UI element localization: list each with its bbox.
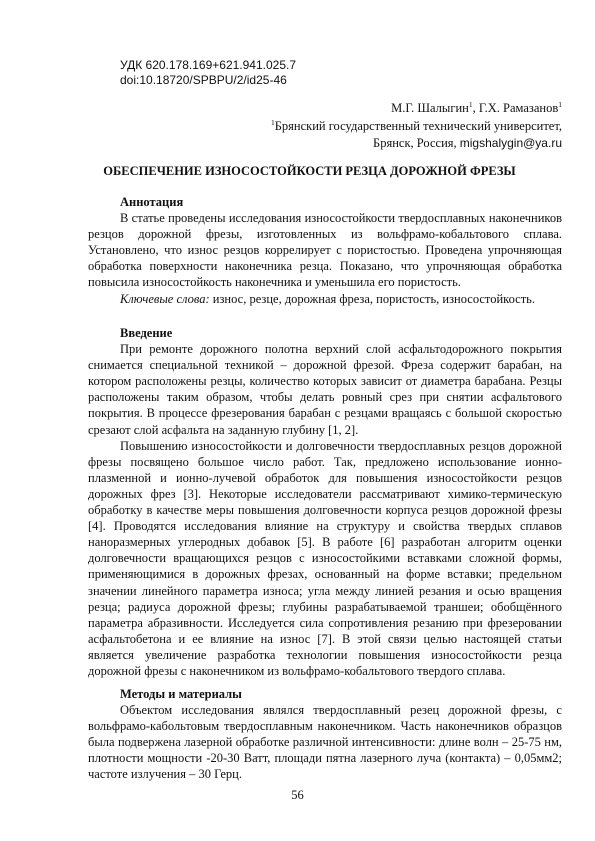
affiliation-line-2 bbox=[373, 135, 562, 151]
affiliation-line-1 bbox=[271, 118, 562, 134]
methods-heading: Методы и материалы bbox=[120, 687, 242, 701]
keywords-line bbox=[88, 291, 562, 307]
author-sup-1: 1 bbox=[468, 100, 473, 109]
affiliation-text-1: Брянский государственный технический университет, bbox=[274, 119, 562, 133]
affiliation-sup: 1 bbox=[271, 118, 275, 127]
author-names: М.Г. Шалыгин bbox=[391, 101, 469, 115]
authors bbox=[391, 100, 562, 116]
abstract-section bbox=[88, 194, 562, 307]
author-email[interactable]: migshalygin@ya.ru bbox=[459, 136, 562, 150]
page-number: 56 bbox=[291, 788, 304, 802]
intro-paragraph-2: Повышению износостойкости и долговечности твердосплавных резцов дорожной фрезы посвящено большое число работ. Так, предложено использование ионно-плазменной и ионно-лучевой обработок для повышения износостойкости резцов дорожных фрез [3]. Некоторые исследователи рассматривают химико-термическую обработку в качестве меры повышения долговечности корпуса резцов дорожной фрезы [4]. Проводятся исследования влияние на структуру и свойства твердых сплавов наноразмерных углеродных добавок [5]. В работе [6] разработан алгоритм оценки долговечности вращающихся резцов с износостойкими вставками сложной формы, применяющимися в дорожных фрезах, основанный на форме вставки; предельном значении линейного параметра износа; угла между линией резания и осью вращения резца; радиуса дорожной фрезы; глубины разрабатываемой траншеи; обобщённого параметра абразивности. Исследуется сила сопротивления резанию при фрезеровании асфальтобетона и ее влияние на износ [7]. В этой связи целью настоящей статьи является увеличение разработка технологии повышения износостойкости резца дорожной фрезы с наконечником из вольфрамо-кобальтового твердого сплава. bbox=[88, 438, 562, 678]
keywords-text: износ, резце, дорожная фреза, пористость, износостойкость. bbox=[209, 291, 536, 306]
methods-section bbox=[88, 686, 562, 783]
doi: doi:10.18720/SPBPU/2/id25-46 bbox=[120, 73, 287, 87]
author-sup-2: 1 bbox=[558, 100, 562, 109]
abstract-text: В статье проведены исследования износостойкости твердосплавных наконечников резцов дорожной фрезы, изготовленных из вольфрамо-кобальтового сплава. Установлено, что износ резцов коррелирует с пористостью. Проведена упрочняющая обработка поверхности наконечника резца. Показано, что упрочняющая обработка повысила износостойкость наконечника и уменьшила его пористость. bbox=[88, 211, 562, 290]
udk-code: УДК 620.178.169+621.941.025.7 bbox=[120, 58, 297, 72]
intro-paragraph-1: При ремонте дорожного полотна верхний слой асфальтодорожного покрытия снимается специальной техникой – дорожной фрезой. Фреза содержит барабан, на котором расположены резцы, количество которых зависит от диаметра барабана. Резцы расположены таким образом, чтобы делать ровный срез при снятии асфальтового покрытия. В процессе фрезерования барабан с резцами вращаясь с большой скоростью срезают слой асфальта на заданную глубину [1, 2]. bbox=[88, 342, 562, 437]
intro-section bbox=[88, 325, 562, 679]
author-names-2: , Г.Х. Рамазанов bbox=[472, 101, 559, 115]
affiliation-text-2: Брянск, Россия, bbox=[373, 136, 460, 150]
keywords-label: Ключевые слова: bbox=[120, 291, 210, 306]
methods-paragraph-1: Объектом исследования являлся твердосплавный резец дорожной фрезы, с вольфрамо-кабольтовым твердосплавным наконечником. Часть наконечников образцов была подвержена лазерной обработке различной интенсивности: длине волн – 25-75 нм, плотности мощности -20-30 Ватт, площади пятна лазерного луча (контакта) – 0,05мм2; частоте излучения – 30 Герц. bbox=[88, 703, 562, 782]
intro-heading: Введение bbox=[120, 326, 173, 340]
paper-title: ОБЕСПЕЧЕНИЕ ИЗНОСОСТОЙКОСТИ РЕЗЦА ДОРОЖНОЙ ФРЕЗЫ bbox=[103, 164, 516, 178]
abstract-heading: Аннотация bbox=[120, 195, 184, 209]
